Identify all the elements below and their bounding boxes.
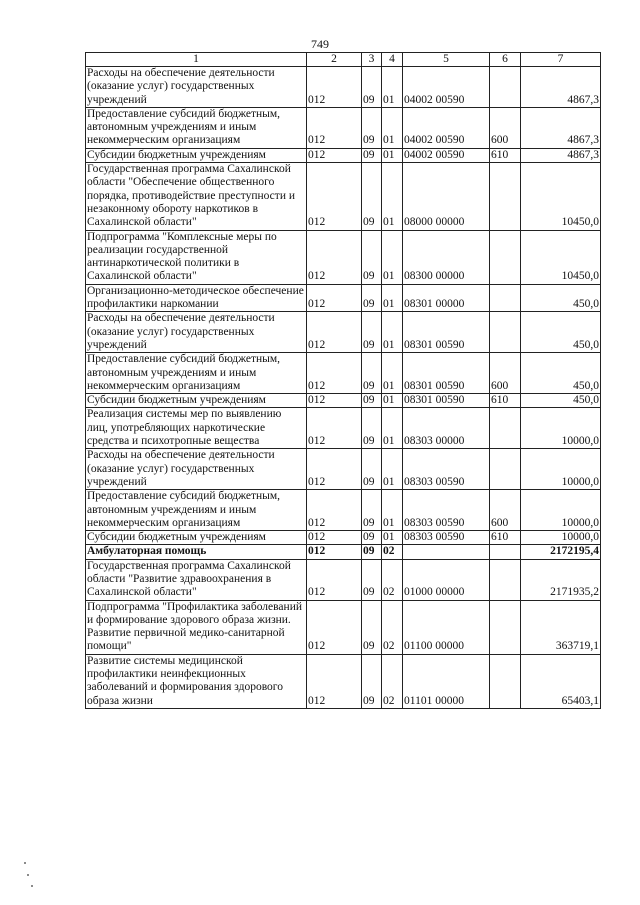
table-row [86,531,601,545]
amount-cell: 4867,3 [521,107,601,148]
amount-cell: 10000,0 [521,490,601,531]
target-article-cell: 04002 00590 [403,107,490,148]
row-name-cell: Субсидии бюджетным учреждениям [86,148,307,162]
table-row [86,67,601,108]
section-code-cell: 09 [362,394,382,408]
amount-cell: 10000,0 [521,449,601,490]
header-row [86,53,601,67]
section-code-cell: 09 [362,654,382,708]
ministry-code-cell: 012 [307,545,362,559]
expense-type-cell [490,408,521,449]
row-name-cell: Расходы на обеспечение деятельности (оказание услуг) государственных учреждений [86,312,307,353]
table-row [86,490,601,531]
row-name-cell: Государственная программа Сахалинской области "Обеспечение общественного порядка, противодействие преступности и незаконному обороту наркотиков в Сахалинской области" [86,163,307,230]
expense-type-cell: 610 [490,148,521,162]
row-name-cell: Субсидии бюджетным учреждениям [86,394,307,408]
ministry-code-cell: 012 [307,148,362,162]
table-row [86,148,601,162]
row-name-cell: Амбулаторная помощь [86,545,307,559]
row-name-cell: Подпрограмма "Профилактика заболеваний и формирование здорового образа жизни. Развитие первичной медико-санитарной помощи" [86,600,307,654]
target-article-cell: 01101 00000 [403,654,490,708]
ministry-code-cell: 012 [307,559,362,600]
ministry-code-cell: 012 [307,654,362,708]
table-row [86,654,601,708]
row-name-cell: Государственная программа Сахалинской области "Развитие здравоохранения в Сахалинской области" [86,559,307,600]
table-row [86,230,601,284]
ministry-code-cell: 012 [307,353,362,394]
target-article-cell: 04002 00590 [403,148,490,162]
target-article-cell: 08301 00000 [403,284,490,312]
amount-cell: 10450,0 [521,163,601,230]
column-header: 4 [382,53,403,67]
table-row [86,163,601,230]
row-name-cell: Расходы на обеспечение деятельности (оказание услуг) государственных учреждений [86,67,307,108]
ministry-code-cell: 012 [307,67,362,108]
expense-type-cell [490,67,521,108]
scan-speck [31,885,33,887]
target-article-cell [403,545,490,559]
amount-cell: 10450,0 [521,230,601,284]
subsection-code-cell: 01 [382,312,403,353]
section-code-cell: 09 [362,312,382,353]
section-code-cell: 09 [362,408,382,449]
section-code-cell: 09 [362,531,382,545]
row-name-cell: Подпрограмма "Комплексные меры по реализации государственной антинаркотической политики в Сахалинской области" [86,230,307,284]
column-header: 6 [490,53,521,67]
section-code-cell: 09 [362,449,382,490]
row-name-cell: Расходы на обеспечение деятельности (оказание услуг) государственных учреждений [86,449,307,490]
expense-type-cell: 600 [490,107,521,148]
ministry-code-cell: 012 [307,531,362,545]
target-article-cell: 08300 00000 [403,230,490,284]
target-article-cell: 08303 00000 [403,408,490,449]
expense-type-cell: 600 [490,490,521,531]
section-code-cell: 09 [362,600,382,654]
table-row [86,600,601,654]
row-name-cell: Организационно-методическое обеспечение профилактики наркомании [86,284,307,312]
target-article-cell: 08303 00590 [403,490,490,531]
subsection-code-cell: 01 [382,449,403,490]
section-code-cell: 09 [362,559,382,600]
ministry-code-cell: 012 [307,408,362,449]
section-code-cell: 09 [362,490,382,531]
subsection-code-cell: 01 [382,148,403,162]
expense-type-cell [490,654,521,708]
table-row [86,394,601,408]
expense-type-cell [490,312,521,353]
expense-type-cell [490,284,521,312]
column-header: 3 [362,53,382,67]
amount-cell: 10000,0 [521,408,601,449]
section-code-cell: 09 [362,148,382,162]
scan-speck [27,874,29,876]
expense-type-cell: 610 [490,394,521,408]
row-name-cell: Предоставление субсидий бюджетным, автономным учреждениям и иным некоммерческим организациям [86,490,307,531]
table-row [86,107,601,148]
expense-type-cell [490,163,521,230]
row-name-cell: Предоставление субсидий бюджетным, автономным учреждениям и иным некоммерческим организациям [86,353,307,394]
ministry-code-cell: 012 [307,600,362,654]
subsection-code-cell: 01 [382,408,403,449]
subsection-code-cell: 01 [382,107,403,148]
row-name-cell: Реализация системы мер по выявлению лиц, употребляющих наркотические средства и психотропные вещества [86,408,307,449]
ministry-code-cell: 012 [307,107,362,148]
amount-cell: 10000,0 [521,531,601,545]
amount-cell: 450,0 [521,284,601,312]
section-code-cell: 09 [362,67,382,108]
column-header: 7 [521,53,601,67]
ministry-code-cell: 012 [307,490,362,531]
amount-cell: 65403,1 [521,654,601,708]
ministry-code-cell: 012 [307,163,362,230]
subsection-code-cell: 01 [382,284,403,312]
ministry-code-cell: 012 [307,230,362,284]
target-article-cell: 08301 00590 [403,394,490,408]
target-article-cell: 04002 00590 [403,67,490,108]
column-header: 1 [86,53,307,67]
subsection-code-cell: 02 [382,600,403,654]
amount-cell: 450,0 [521,353,601,394]
table-row [86,545,601,559]
subsection-code-cell: 01 [382,230,403,284]
expense-type-cell: 600 [490,353,521,394]
section-code-cell: 09 [362,284,382,312]
subsection-code-cell: 02 [382,654,403,708]
target-article-cell: 08301 00590 [403,353,490,394]
table-row [86,353,601,394]
table-row [86,559,601,600]
section-code-cell: 09 [362,230,382,284]
subsection-code-cell: 01 [382,67,403,108]
expense-type-cell [490,230,521,284]
ministry-code-cell: 012 [307,449,362,490]
section-code-cell: 09 [362,107,382,148]
table-row [86,312,601,353]
section-code-cell: 09 [362,163,382,230]
expense-type-cell: 610 [490,531,521,545]
target-article-cell: 08303 00590 [403,531,490,545]
subsection-code-cell: 01 [382,490,403,531]
target-article-cell: 08000 00000 [403,163,490,230]
expense-type-cell [490,559,521,600]
ministry-code-cell: 012 [307,284,362,312]
amount-cell: 450,0 [521,312,601,353]
column-header: 5 [403,53,490,67]
expense-type-cell [490,545,521,559]
section-code-cell: 09 [362,545,382,559]
section-code-cell: 09 [362,353,382,394]
amount-cell: 4867,3 [521,148,601,162]
subsection-code-cell: 02 [382,559,403,600]
subsection-code-cell: 01 [382,353,403,394]
target-article-cell: 08301 00590 [403,312,490,353]
expense-type-cell [490,600,521,654]
row-name-cell: Предоставление субсидий бюджетным, автономным учреждениям и иным некоммерческим организациям [86,107,307,148]
row-name-cell: Субсидии бюджетным учреждениям [86,531,307,545]
table-row [86,284,601,312]
subsection-code-cell: 02 [382,545,403,559]
subsection-code-cell: 01 [382,394,403,408]
row-name-cell: Развитие системы медицинской профилактики неинфекционных заболеваний и формирования здорового образа жизни [86,654,307,708]
scan-speck [24,862,26,864]
subsection-code-cell: 01 [382,163,403,230]
amount-cell: 4867,3 [521,67,601,108]
amount-cell: 2171935,2 [521,559,601,600]
page-number: 749 [311,37,329,51]
subsection-code-cell: 01 [382,531,403,545]
table-row [86,408,601,449]
table-row [86,449,601,490]
target-article-cell: 08303 00590 [403,449,490,490]
ministry-code-cell: 012 [307,312,362,353]
amount-cell: 363719,1 [521,600,601,654]
ministry-code-cell: 012 [307,394,362,408]
amount-cell: 2172195,4 [521,545,601,559]
amount-cell: 450,0 [521,394,601,408]
target-article-cell: 01000 00000 [403,559,490,600]
budget-table [85,52,601,709]
target-article-cell: 01100 00000 [403,600,490,654]
expense-type-cell [490,449,521,490]
column-header: 2 [307,53,362,67]
